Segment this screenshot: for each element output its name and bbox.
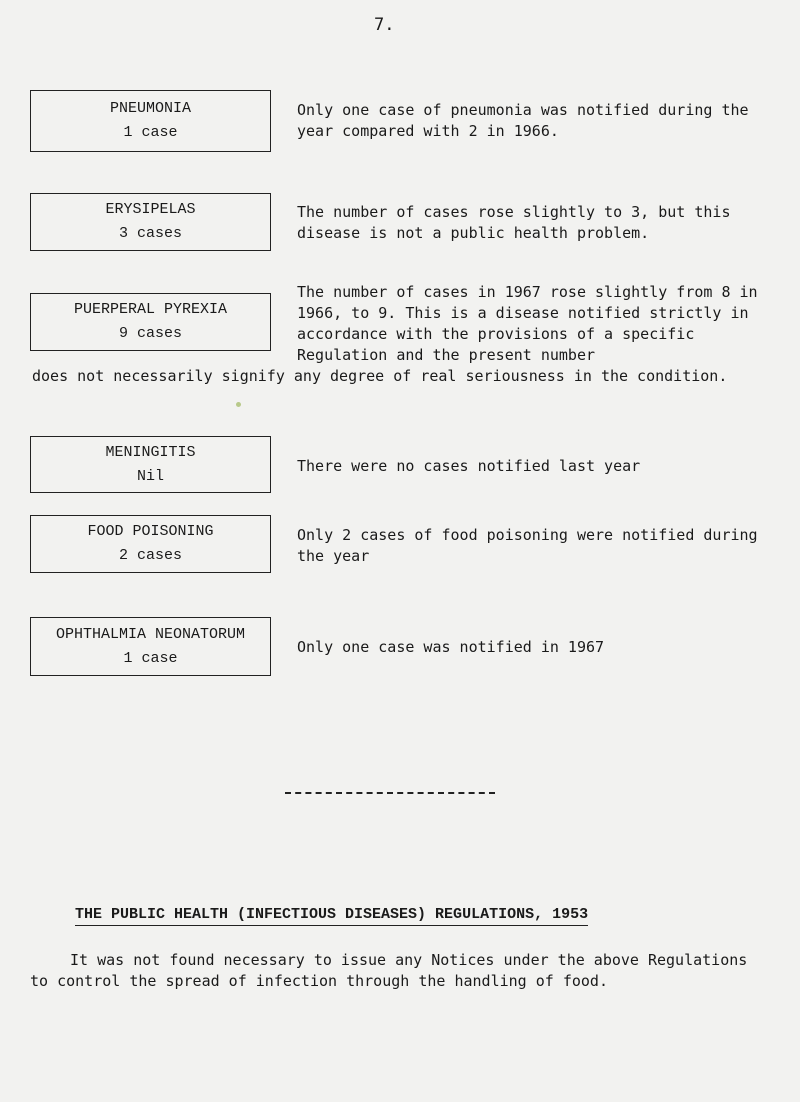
box-title: FOOD POISONING — [87, 523, 214, 540]
ophthalmia-neonatorum-box — [30, 617, 271, 676]
box-count: 1 case — [123, 124, 178, 141]
ophthalmia-neonatorum-text: Only one case was notified in 1967 — [297, 638, 605, 656]
erysipelas-text: The number of cases rose slightly to 3, but this disease is not a public health problem. — [297, 203, 731, 242]
food-poisoning-text: Only 2 cases of food poisoning were notified during the year — [297, 526, 758, 565]
box-count: 9 cases — [118, 325, 182, 342]
page-number: 7. — [374, 15, 395, 35]
erysipelas-box — [30, 193, 271, 251]
meningitis-box — [30, 436, 271, 493]
food-poisoning-box — [30, 515, 271, 573]
box-title: MENINGITIS — [105, 443, 196, 461]
box-title: OPHTHALMIA NEONATORUM — [55, 625, 246, 643]
pneumonia-box — [30, 90, 271, 152]
box-title: PUERPERAL PYREXIA — [73, 301, 228, 318]
puerperal-pyrexia-continuation: does not necessarily signify any degree of real seriousness in the condition. — [32, 367, 728, 385]
ink-spot — [236, 402, 241, 407]
section-divider — [285, 792, 495, 794]
box-count: 2 cases — [118, 547, 182, 564]
puerperal-pyrexia-text: The number of cases in 1967 rose slightly from 8 in 1966, to 9. This is a disease notified strictly in accordance with the provisions of a specific Regulation and the present number — [297, 283, 758, 364]
pneumonia-text: Only one case of pneumonia was notified during the year compared with 2 in 1966. — [297, 101, 749, 140]
box-title: PNEUMONIA — [109, 100, 191, 117]
box-count: 1 case — [123, 649, 178, 667]
regulations-heading: THE PUBLIC HEALTH (INFECTIOUS DISEASES) REGULATIONS, 1953 — [75, 906, 588, 926]
box-count: 3 cases — [118, 225, 182, 242]
puerperal-pyrexia-box — [30, 293, 271, 351]
meningitis-text: There were no cases notified last year — [297, 457, 641, 475]
box-title: ERYSIPELAS — [105, 201, 196, 218]
regulations-text — [30, 950, 772, 992]
box-count: Nil — [136, 467, 164, 485]
regulations-text-body: It was not found necessary to issue any Notices under the above Regulations to control the spread of infection through the handling of food. — [30, 951, 748, 990]
